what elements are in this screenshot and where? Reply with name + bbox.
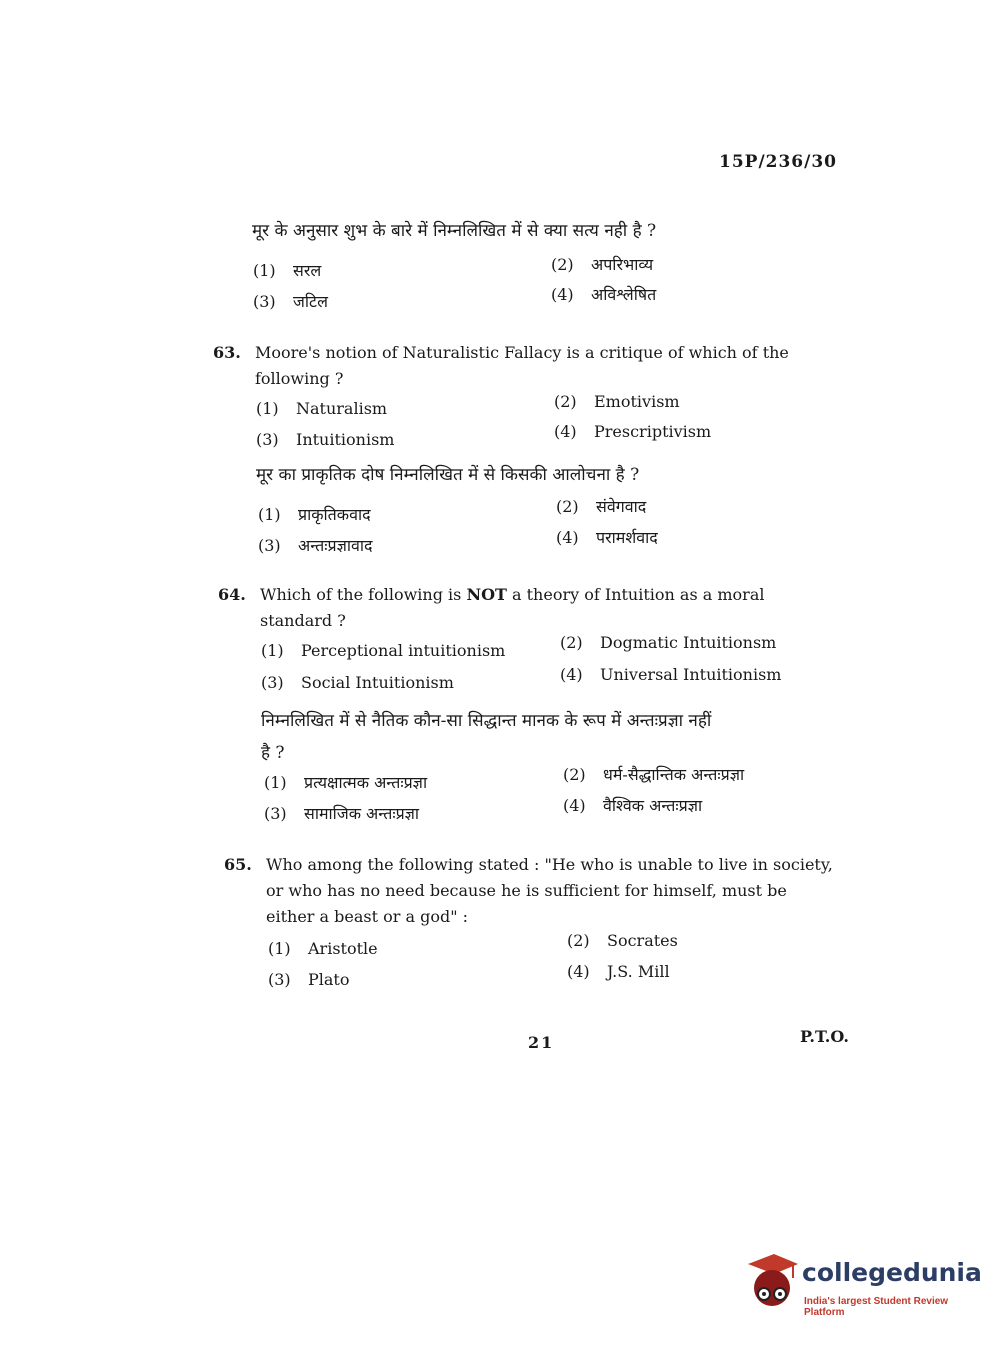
question-line: either a beast or a god" : — [266, 907, 469, 926]
question-63 — [213, 340, 853, 396]
option — [261, 641, 505, 660]
pto-label: P.T.O. — [800, 1027, 849, 1046]
question-line: a theory of Intuition as a moral — [506, 585, 765, 604]
option — [253, 259, 321, 281]
option-text: अविश्लेषित — [591, 285, 657, 304]
option-text: Intuitionism — [296, 430, 395, 449]
question-line: निम्नलिखित में से नैतिक कौन-सा सिद्धान्त मानक के रूप में अन्तःप्रज्ञा नहीं — [261, 711, 712, 731]
option — [551, 253, 653, 275]
option-number: (2) — [567, 931, 590, 950]
option-text: Naturalism — [296, 399, 388, 418]
option — [261, 673, 454, 692]
option — [560, 665, 781, 684]
option — [256, 399, 387, 418]
option — [258, 503, 371, 525]
question-text — [255, 340, 789, 392]
q64-hindi-text — [261, 705, 711, 769]
option-number: (4) — [567, 962, 590, 981]
option — [253, 290, 328, 312]
option — [554, 392, 680, 411]
option-number: (2) — [560, 633, 583, 652]
option — [268, 939, 378, 958]
option-text: Plato — [308, 970, 350, 989]
option-number: (3) — [258, 536, 281, 555]
option-number: (4) — [554, 422, 577, 441]
option-number: (2) — [556, 497, 579, 516]
option-text: परामर्शवाद — [596, 528, 658, 547]
page-code: 15P/236/30 — [719, 152, 838, 172]
option — [560, 633, 776, 652]
option — [567, 931, 678, 950]
option-text: J.S. Mill — [607, 962, 670, 981]
option-number: (1) — [264, 773, 287, 792]
option — [563, 794, 702, 816]
option-number: (3) — [256, 430, 279, 449]
brand-tagline: India's largest Student Review Platform — [804, 1296, 949, 1318]
question-number: 65. — [224, 855, 252, 874]
option-number: (2) — [563, 765, 586, 784]
option-text: संवेगवाद — [596, 497, 647, 516]
option-number: (3) — [268, 970, 291, 989]
question-line: standard ? — [260, 611, 346, 630]
option — [256, 430, 394, 449]
question-line: Which of the following is — [260, 585, 467, 604]
option-text: Prescriptivism — [594, 422, 712, 441]
option-text: Universal Intuitionism — [600, 665, 782, 684]
option-text: Perceptional intuitionism — [301, 641, 506, 660]
question-line: Moore's notion of Naturalistic Fallacy is a critique of which of the — [255, 343, 789, 362]
option-number: (1) — [253, 261, 276, 280]
option-text: Emotivism — [594, 392, 680, 411]
option-text: प्राकृतिकवाद — [298, 505, 371, 524]
option-number: (1) — [258, 505, 281, 524]
question-65 — [224, 852, 864, 934]
option-text: वैश्विक अन्तःप्रज्ञा — [603, 796, 703, 815]
option-number: (4) — [563, 796, 586, 815]
option — [258, 534, 373, 556]
mascot-icon — [740, 1248, 802, 1314]
option-number: (4) — [560, 665, 583, 684]
question-line: following ? — [255, 369, 344, 388]
option — [554, 422, 711, 441]
option — [563, 763, 744, 785]
q62-hindi-text — [252, 218, 656, 244]
question-text: मूर के अनुसार शुभ के बारे में निम्नलिखित में से क्या सत्य नही है ? — [252, 221, 657, 241]
option-text: अन्तःप्रज्ञावाद — [298, 536, 373, 555]
question-text — [260, 582, 764, 634]
option-number: (3) — [264, 804, 287, 823]
collegedunia-logo[interactable] — [740, 1248, 982, 1318]
question-text: मूर का प्राकृतिक दोष निम्नलिखित में से किसकी आलोचना है ? — [256, 465, 640, 485]
option-text: सामाजिक अन्तःप्रज्ञा — [304, 804, 420, 823]
option-text: Socrates — [607, 931, 678, 950]
option — [567, 962, 670, 981]
option-text: Dogmatic Intuitionsm — [600, 633, 777, 652]
option-text: जटिल — [293, 292, 328, 311]
q63-hindi-text — [256, 462, 639, 488]
option-text: प्रत्यक्षात्मक अन्तःप्रज्ञा — [304, 773, 428, 792]
question-64 — [218, 582, 858, 638]
option-text: सरल — [293, 261, 322, 280]
option-number: (3) — [253, 292, 276, 311]
option — [264, 771, 427, 793]
option-number: (2) — [554, 392, 577, 411]
question-number: 63. — [213, 343, 241, 362]
question-text — [266, 852, 833, 930]
question-number: 64. — [218, 585, 246, 604]
question-line: Who among the following stated : "He who is unable to live in society, — [266, 855, 833, 874]
option — [268, 970, 349, 989]
option-number: (1) — [268, 939, 291, 958]
option — [551, 283, 656, 305]
option-text: धर्म-सैद्धान्तिक अन्तःप्रज्ञा — [603, 765, 745, 784]
question-line: है ? — [261, 743, 285, 763]
option-number: (3) — [261, 673, 284, 692]
page-number: 21 — [528, 1033, 555, 1052]
option-number: (4) — [556, 528, 579, 547]
brand-name: collegedunia — [802, 1258, 982, 1287]
option-number: (1) — [256, 399, 279, 418]
option-number: (2) — [551, 255, 574, 274]
option — [264, 802, 419, 824]
emphasis-not: NOT — [466, 585, 507, 604]
option-text: Social Intuitionism — [301, 673, 454, 692]
option-number: (4) — [551, 285, 574, 304]
option-text: अपरिभाव्य — [591, 255, 654, 274]
option — [556, 526, 658, 548]
option-text: Aristotle — [308, 939, 378, 958]
option-number: (1) — [261, 641, 284, 660]
question-line: or who has no need because he is sufficient for himself, must be — [266, 881, 787, 900]
option — [556, 495, 646, 517]
